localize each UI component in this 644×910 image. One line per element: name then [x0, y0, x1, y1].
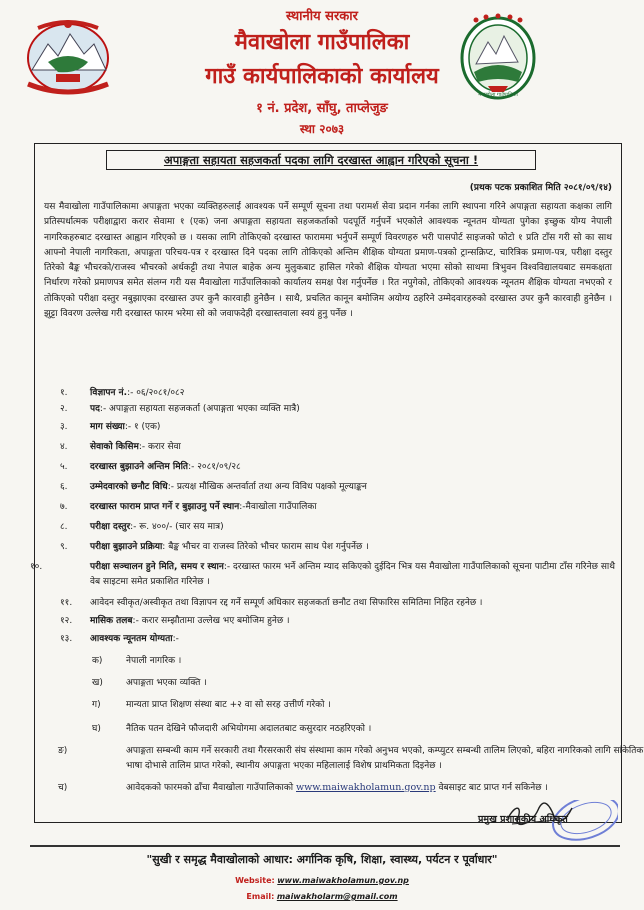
- qualification-text: नेपाली नागरिक ।: [126, 656, 182, 666]
- item-number: १२.: [60, 616, 73, 626]
- list-item: [60, 480, 615, 495]
- list-item: [30, 560, 615, 590]
- office-address: १ नं. प्रदेश, साँघु, ताप्लेजुङ: [256, 101, 388, 116]
- item-value: :- २०८१/०९/२८: [188, 462, 241, 472]
- item-label: परीक्षा बुझाउने प्रक्रिया: [90, 542, 163, 552]
- item-value: :- अपाङ्गता सहायता सहजकर्ता (अपाङ्गता भएका व्यक्ति मात्रै): [99, 404, 300, 414]
- first-publication-date: (प्रथक पटक प्रकाशित मिति २०८१/०९/१४): [469, 183, 612, 193]
- item-value: :- प्रत्यक्ष मौखिक अन्तर्वार्ता तथा अन्य विविध पक्षको मूल्याङ्कन: [167, 482, 367, 492]
- qualification-number: क): [92, 656, 103, 666]
- qualification-number: ख): [92, 678, 103, 688]
- municipality-name: मैवाखोला गाउँपालिका: [234, 30, 410, 55]
- item-label: परीक्षा सञ्चालन हुने मिति, समय र स्थान: [90, 562, 224, 572]
- footer-website-label: Website:: [235, 876, 275, 885]
- footer-divider: [30, 845, 620, 847]
- letterhead: [0, 0, 644, 150]
- item-value: :- ०६/२०८१/०८२: [127, 388, 185, 398]
- item-label: उम्मेदवारको छनौट विधि: [90, 482, 168, 492]
- list-item: [60, 460, 615, 475]
- item-number: ६.: [60, 482, 68, 492]
- item-value: :- रू. ४००/- (चार सय मात्र): [130, 522, 224, 532]
- item-number: ११.: [60, 598, 73, 608]
- item-value: :-मैवाखोला गाउँपालिका: [239, 502, 317, 512]
- local-government-label: स्थानीय सरकार: [286, 9, 358, 24]
- signatory-title: प्रमुख प्रशासकीय अधिकृत: [478, 814, 568, 825]
- qualification-text: आवेदकको फारमको ढाँचा मैवाखोला गाउँपालिकाको: [126, 783, 294, 793]
- list-item: [60, 402, 615, 417]
- list-item: [60, 596, 615, 611]
- list-item: [60, 420, 615, 435]
- item-number: ३.: [60, 422, 68, 432]
- list-item: [60, 386, 615, 401]
- item-value: :- १ (एक): [124, 422, 161, 432]
- footer-website-line: [0, 876, 644, 885]
- office-name: गाउँ कार्यपालिकाको कार्यालय: [205, 64, 439, 89]
- item-label: विज्ञापन नं.: [90, 388, 128, 398]
- list-item: [60, 540, 615, 555]
- qualification-item: [92, 676, 612, 691]
- website-link[interactable]: www.maiwakholamun.gov.np: [296, 782, 436, 793]
- qualification-text: मान्यता प्राप्त शिक्षण संस्था बाट +२ वा सो सरह उत्तीर्ण गरेको ।: [126, 700, 331, 710]
- signature-stamp-icon: [488, 800, 618, 860]
- list-item: [60, 500, 615, 515]
- municipality-logo-text: मैवाखोला गाउँपालिका: [478, 92, 518, 98]
- item-value: :-: [172, 634, 179, 644]
- item-number: ९.: [60, 542, 68, 552]
- item-label: दरखास्त बुझाउने अन्तिम मिति: [90, 462, 189, 472]
- establishment-year: स्था २०७३: [299, 122, 345, 136]
- item-label: दरखास्त फाराम प्राप्त गर्ने र बुझाउनु पर्ने स्थान: [90, 502, 240, 512]
- item-label: परीक्षा दस्तुर: [90, 522, 131, 532]
- qualification-number: ग): [92, 700, 101, 710]
- qualification-number: च): [58, 783, 68, 793]
- qualification-item: [58, 780, 644, 796]
- item-label: सेवाको किसिम: [90, 442, 139, 452]
- municipality-logo-icon: [458, 12, 538, 102]
- item-label: पद: [90, 404, 100, 414]
- item-number: ८.: [60, 522, 68, 532]
- qualification-number: ङ): [58, 746, 68, 756]
- footer-slogan: "सुखी र समृद्ध मैवाखोलाको आधार: अर्गानिक कृषि, शिक्षा, स्वास्थ्य, पर्यटन र पूर्वाधार": [146, 853, 498, 866]
- qualification-text: अपाङ्गता भएका व्यक्ति ।: [126, 678, 207, 688]
- footer-website-link[interactable]: www.maiwakholamun.gov.np: [277, 876, 409, 885]
- qualification-item: [58, 744, 644, 774]
- list-item: [60, 520, 615, 535]
- qualification-item: [92, 722, 612, 737]
- qualification-number: घ): [92, 724, 101, 734]
- item-number: १०.: [30, 562, 43, 572]
- qualification-item: [92, 654, 612, 669]
- footer-email-line: [0, 892, 644, 901]
- item-number: ५.: [60, 462, 68, 472]
- notice-title: अपाङ्गता सहायता सहजकर्ता पदका लागि दरखास्त आह्वान गरिएको सूचना !: [106, 150, 536, 170]
- list-item: [60, 440, 615, 455]
- list-item: [60, 632, 615, 647]
- item-label: मासिक तलब: [90, 616, 133, 626]
- item-value: :- दरखास्त फारम भर्ने अन्तिम म्याद सकिएको दुईदिन भित्र यस मैवाखोला गाउँपालिकाको सूचना पाटीमा टाँस गरिनेछ साथै वेब साइटमा समेत प्रकाशित गरिनेछ ।: [90, 562, 615, 587]
- item-label: आवश्यक न्यूनतम योग्यता: [90, 634, 173, 644]
- item-number: १.: [60, 388, 68, 398]
- qualification-item: [92, 698, 612, 713]
- item-label: माग संख्या: [90, 422, 125, 432]
- item-number: २.: [60, 404, 68, 414]
- notice-body: यस मैवाखोला गाउँपालिकामा अपाङ्गता भएका व्यक्तिहरुलाई आवश्यक पर्ने सम्पूर्ण सूचना तथा परामर्श सेवा प्रदान गर्नका लागि स्थापना गरिने अपाङ्गता सहायता कक्षका लागि प्रतिस्पर्धात्मक परीक्षाद्वारा करार सेवामा १ (एक) जना अपाङ्गता सहायता सहजकर्ताको पदपूर्ति गर्नुपर्ने भएकोले आवश्यक न्यूनतम योग्यता पुगेका इच्छुक योग्य नेपाली नागरिकहरुबाट दरखास्त आह्वान गरिएको छ । यसका लागि तोकिएको दरखास्त फाराममा भर्नुपर्ने सम्पूर्ण विवरणहरु भरी पासपोर्ट साइजको फोटो १ प्रति टाँस गरी सो का साथ आफ्नो नेपाली नागरिकता, अपाङ्गता परिचय-पत्र र दरखास्त दिने पदका लागि तोकिएको अन्तिम शैक्षिक योग्यता प्रमाण-पत्रको ट्रान्सक्रिप्ट, चारित्रिक प्रमाण-पत्र, परीक्षा दस्तुर तिरेको बैङ्क भौचरको/राजस्व भौचरको अर्धकट्टी तथा नेपाल बाहेक अन्य मुलुकबाट हासिल गरेको शैक्षिक योग्यता भएमा सोको साथमा त्रिभुवन विश्वविद्यालयबाट समकक्षता निर्धारण गरेको प्रमाणपत्र समेत संलग्न गरी यस मैवाखोला गाउँपालिकाको कार्यालय समक्ष पेश गर्नुपर्नेछ । रित नपुगेको, तोकिएको आवश्यक न्यूनतम शैक्षिक योग्यता नभएको र तोकिएको परीक्षा दस्तुर नबुझाएका दरखास्त उपर कुनै कारवाही हुनेछैन । साथै, प्रचलित कानून बमोजिम अयोग्य ठहरिने उम्मेदवारहरुको दरखास्त उपर कुनै कारवाही हुनेछैन । झुट्टा विवरण उल्लेख गरी दरखास्त फारम भरेमा सो को जवाफदेही दरखास्तवाला स्वयं हुनु पर्नेछ ।: [44, 202, 612, 320]
- item-number: ४.: [60, 442, 68, 452]
- item-value: : बैङ्क भौचर वा राजस्व तिरेको भौचर फाराम साथ पेश गर्नुपर्नेछ ।: [162, 542, 369, 552]
- list-item: [60, 614, 615, 629]
- qualification-text: अपाङ्गता सम्बन्धी काम गर्ने सरकारी तथा गैरसरकारी संघ संस्थामा काम गरेको अनुभव भएको, कम्प्युटर सम्बन्धी तालिम लिएको, बहिरा नागरिकको लागि सांकेतिक भाषा दोभासे तालिम प्राप्त गरेको, स्थानीय अपाङ्गता भएका महिलालाई विशेष प्राथमिकता दिइनेछ ।: [126, 746, 644, 771]
- item-value: :- करार सेवा: [138, 442, 181, 452]
- footer-email-label: Email:: [246, 892, 275, 901]
- item-value: :- करार सम्झौतामा उल्लेख भए बमोजिम हुनेछ ।: [132, 616, 290, 626]
- footer-email-link[interactable]: maiwakholarm@gmail.com: [276, 892, 398, 901]
- qualification-text-end: वेबसाइट बाट प्राप्त गर्न सकिनेछ ।: [438, 783, 548, 793]
- qualification-text: नैतिक पतन देखिने फौजदारी अभियोगमा अदालतबाट कसुरदार नठहरिएको ।: [126, 724, 372, 734]
- item-number: १३.: [60, 634, 73, 644]
- item-number: ७.: [60, 502, 68, 512]
- item-value: आवेदन स्वीकृत/अस्वीकृत तथा विज्ञापन रद्द गर्ने सम्पूर्ण अधिकार सहजकर्ता छनौट तथा सिफारिस समितिमा निहित रहनेछ ।: [90, 598, 483, 608]
